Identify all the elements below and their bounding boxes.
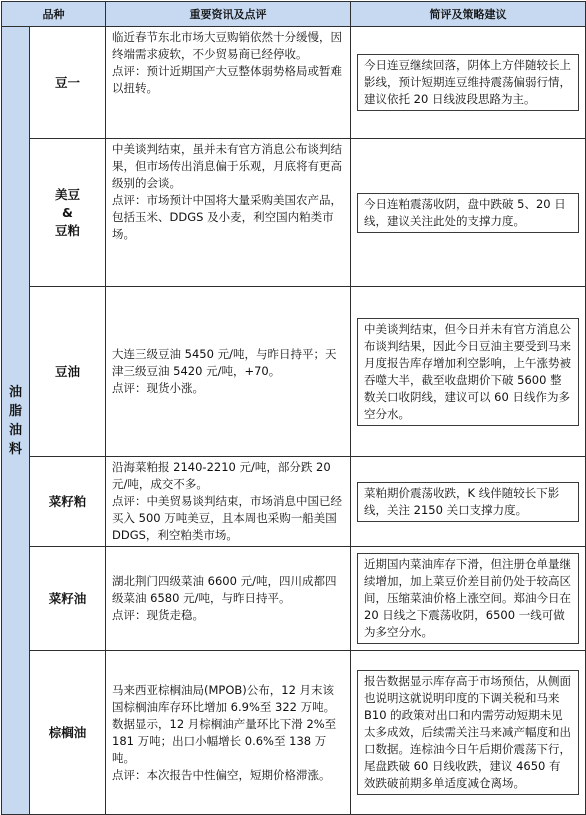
news-cell xyxy=(106,457,351,547)
strategy-text: 今日连豆继续回落，阴体上方伴随较长上影线，预计短期连豆维持震荡偏弱行情，建议依托 20 日线波段思路为主。 xyxy=(357,54,579,111)
table-row xyxy=(2,651,586,815)
news-text: 马来西亚棕榈油局(MPOB)公布，12 月末该国棕榈油库存环比增加 6.9%至 322 万吨。数据显示，12 月棕榈油产量环比下滑 2%至 181 万吨；出口小幅增长 0.6%至 138 万吨。 xyxy=(112,682,337,765)
table-row xyxy=(2,27,586,139)
strategy-text: 近期国内菜油库存下滑，但注册仓单量继续增加，加上菜豆价差目前仍处于较高区间，压缩菜油价格上涨空间。郑油今日在 20 日线之下震荡收阴，6500 一线可做为多空分水。 xyxy=(357,553,579,644)
category-label xyxy=(2,383,29,459)
category-char: 油 xyxy=(8,422,22,438)
variety-name: 菜籽粕 xyxy=(30,457,106,547)
header-strategy: 简评及策略建议 xyxy=(351,2,586,27)
news-text: 大连三级豆油 5450 元/吨，与昨日持平；天津三级豆油 5420 元/吨，+70。 xyxy=(112,347,337,378)
table-row xyxy=(2,139,586,287)
strategy-text: 中美谈判结束，但今日并未有官方消息公布谈判结果，因此今日豆油主要受到马来月度报告库存增加利空影响，上午涨势被吞噬大半，截至收盘期价下破 5600 整数关口收阴线，建议可以 60 日线作为多空分水。 xyxy=(357,318,579,426)
variety-name: 豆油 xyxy=(30,287,106,457)
news-cell xyxy=(106,547,351,651)
header-news: 重要资讯及点评 xyxy=(106,2,351,27)
news-comment: 点评：中美贸易谈判结束，市场消息中国已经买入 500 万吨美豆，且本周也采购一船美国 DDGS，利空粕类市场。 xyxy=(112,494,342,542)
news-cell xyxy=(106,27,351,139)
news-text: 沿海菜粕报 2140-2210 元/吨，部分跌 20 元/吨，成交不多。 xyxy=(112,460,331,491)
strategy-text: 菜粕期价震荡收跌，K 线伴随较长下影线，关注 2150 关口支撑力度。 xyxy=(357,482,579,522)
variety-name: 豆一 xyxy=(30,27,106,139)
news-comment: 点评：本次报告中性偏空，短期价格滞涨。 xyxy=(112,767,331,782)
news-comment: 点评：市场预计中国将大量采购美国农产品，包括玉米、DDGS 及小麦，利空国内粕类市场。 xyxy=(112,193,342,241)
strategy-text: 今日连粕震荡收阴，盘中跌破 5、20 日线，建议关注此处的支撑力度。 xyxy=(357,193,579,233)
news-cell xyxy=(106,287,351,457)
strategy-cell xyxy=(351,287,586,457)
category-char: 脂 xyxy=(8,403,22,419)
news-cell xyxy=(106,139,351,287)
header-variety: 品种 xyxy=(2,2,106,27)
header-row xyxy=(2,2,586,27)
category-cell xyxy=(2,27,30,815)
table-row xyxy=(2,547,586,651)
research-table xyxy=(1,1,586,815)
variety-name: 菜籽油 xyxy=(30,547,106,651)
strategy-cell xyxy=(351,27,586,139)
strategy-text: 报告数据显示库存高于市场预估，从侧面也说明这就说明印度的下调关税和马来 B10 的政策对出口和内需劳动短期未见太多成效，后续需关注马来减产幅度和出口数据。连棕油今日午后期价震荡下行，尾盘跌破 60 日线收跌，建议 4650 有效跌破前期多单适度减仓离场。 xyxy=(357,670,579,795)
strategy-cell xyxy=(351,139,586,287)
news-text: 中美谈判结束，虽并未有官方消息公布谈判结果，但市场传出消息偏于乐观，月底将有更高级别的会谈。 xyxy=(112,142,342,190)
news-text: 临近春节东北市场大豆购销依然十分缓慢，因终端需求疲软，不少贸易商已经停收。 xyxy=(112,30,342,61)
strategy-cell xyxy=(351,651,586,815)
variety-name: 美豆 & 豆粕 xyxy=(30,139,106,287)
table-row xyxy=(2,457,586,547)
news-cell xyxy=(106,651,351,815)
table-row xyxy=(2,287,586,457)
strategy-cell xyxy=(351,547,586,651)
category-char: 料 xyxy=(8,441,22,457)
strategy-cell xyxy=(351,457,586,547)
variety-name: 棕榈油 xyxy=(30,651,106,815)
news-comment: 点评：现货走稳。 xyxy=(112,608,204,622)
news-comment: 点评：预计近期国产大豆整体弱势格局或暂难以扭转。 xyxy=(112,64,342,95)
news-comment: 点评：现货小涨。 xyxy=(112,381,204,395)
news-text: 湖北荆门四级菜油 6600 元/吨，四川成都四级菜油 6580 元/吨，与昨日持平。 xyxy=(112,574,337,605)
category-char: 油 xyxy=(8,384,22,400)
